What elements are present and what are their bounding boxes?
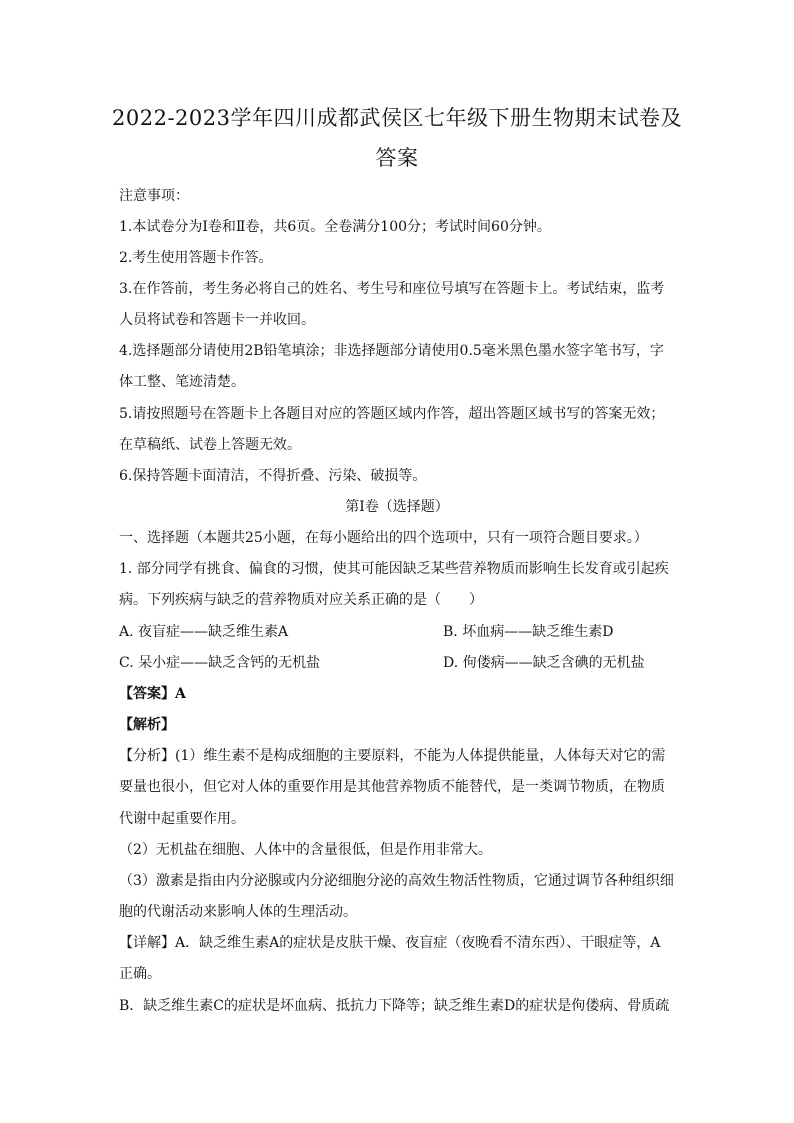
analysis-paragraph: 【分析】(1）维生素不是构成细胞的主要原料，不能为人体提供能量，人体每天对它的需 xyxy=(119,748,666,764)
detail-paragraph: 【详解】A．缺乏维生素A的症状是皮肤干燥、夜盲症（夜晚看不清东西）、干眼症等，A xyxy=(119,935,661,951)
document-title-continued: 答案 xyxy=(375,146,419,170)
option-a: A. 夜盲症——缺乏维生素A xyxy=(119,624,289,640)
notice-item-1: 1.本试卷分为Ⅰ卷和Ⅱ卷，共6页。全卷满分100分；考试时间60分钟。 xyxy=(119,219,551,235)
analysis-point-2: （2）无机盐在细胞、人体中的含量很低，但是作用非常大。 xyxy=(119,842,492,858)
part-heading: 一、选择题（本题共25小题，在每小题给出的四个选项中，只有一项符合题目要求。） xyxy=(119,530,648,546)
option-d: D. 佝偻病——缺乏含碘的无机盐 xyxy=(443,655,645,671)
notice-heading: 注意事项： xyxy=(119,188,189,204)
analysis-paragraph-line-2: 要量也很小，但它对人体的重要作用是其他营养物质不能替代，是一类调节物质，在物质 xyxy=(119,779,665,795)
notice-item-5-continued: 在草稿纸、试卷上答题无效。 xyxy=(119,437,301,453)
question-1-stem-continued: 病。下列疾病与缺乏的营养物质对应关系正确的是（ ） xyxy=(119,592,483,608)
notice-item-3-continued: 人员将试卷和答题卡一并收回。 xyxy=(119,312,315,328)
analysis-label: 【解析】 xyxy=(119,717,175,733)
answer-label: 【答案】A xyxy=(119,686,186,702)
notice-item-2: 2.考生使用答题卡作答。 xyxy=(119,250,273,266)
question-1-stem: 1. 部分同学有挑食、偏食的习惯，使其可能因缺乏某些营养物质而影响生长发育或引起疾 xyxy=(119,561,669,577)
notice-item-4-continued: 体工整、笔迹清楚。 xyxy=(119,374,245,390)
analysis-point-3: （3）激素是指由内分泌腺或内分泌细胞分泌的高效生物活性物质，它通过调节各种组织细 xyxy=(119,873,674,889)
detail-paragraph-line-3: B．缺乏维生素C的症状是坏血病、抵抗力下降等；缺乏维生素D的症状是佝偻病、骨质疏 xyxy=(119,998,670,1014)
notice-item-4: 4.选择题部分请使用2B铅笔填涂；非选择题部分请使用0.5毫米黑色墨水签字笔书写，字 xyxy=(119,343,664,359)
analysis-point-3-continued: 胞的代谢活动来影响人体的生理活动。 xyxy=(119,904,357,920)
option-c: C. 呆小症——缺乏含钙的无机盐 xyxy=(119,655,321,671)
detail-paragraph-line-2: 正确。 xyxy=(119,966,161,982)
option-b: B. 坏血病——缺乏维生素D xyxy=(443,624,614,640)
notice-item-5: 5.请按照题号在答题卡上各题目对应的答题区域内作答，超出答题区域书写的答案无效； xyxy=(119,406,665,422)
notice-item-6: 6.保持答题卡面清洁，不得折叠、污染、破损等。 xyxy=(119,468,427,484)
analysis-paragraph-line-3: 代谢中起重要作用。 xyxy=(119,811,245,827)
document-title: 2022-2023学年四川成都武侯区七年级下册生物期末试卷及 xyxy=(112,106,682,130)
notice-item-3: 3.在作答前，考生务必将自己的姓名、考生号和座位号填写在答题卡上。考试结束，监考 xyxy=(119,281,665,297)
section-title: 第Ⅰ卷（选择题） xyxy=(345,499,449,515)
